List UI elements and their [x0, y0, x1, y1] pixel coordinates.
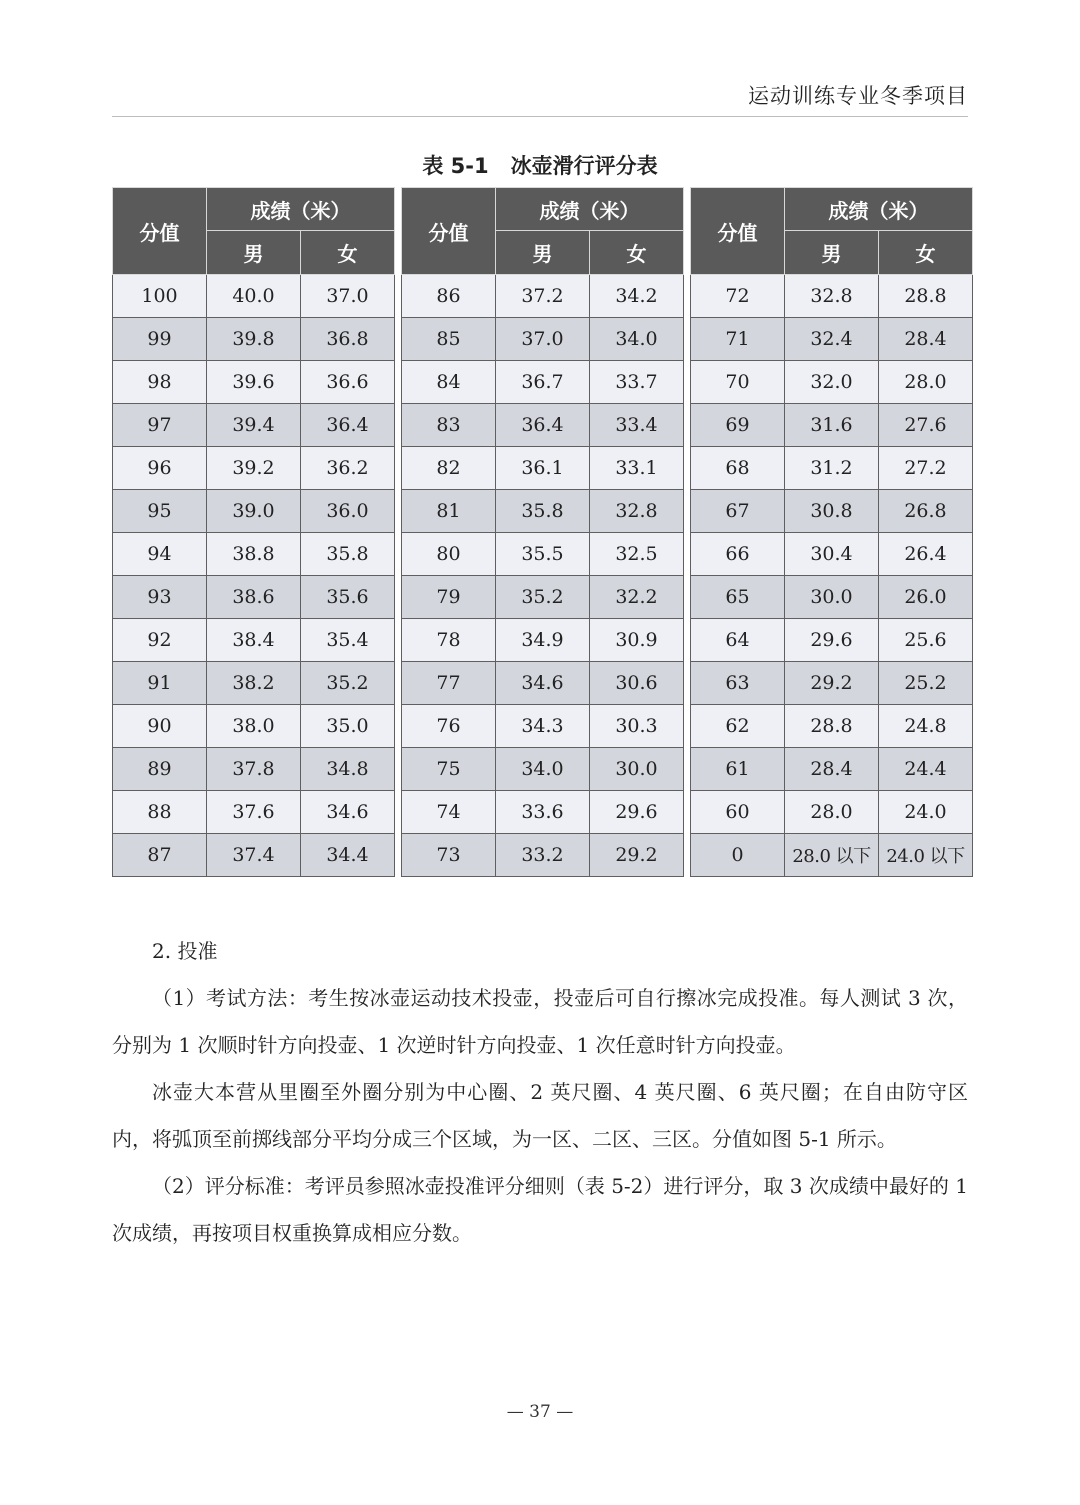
- cell-male: 37.4: [207, 834, 301, 877]
- cell-score: 90: [113, 705, 207, 748]
- table-row: [402, 318, 684, 361]
- table-row: [113, 619, 395, 662]
- cell-male: 39.6: [207, 361, 301, 404]
- header-male: 男: [207, 231, 301, 275]
- header-female: 女: [590, 231, 684, 275]
- score-table-block: [401, 187, 684, 877]
- cell-score: 79: [402, 576, 496, 619]
- cell-male: 37.0: [496, 318, 590, 361]
- table-row: [691, 490, 973, 533]
- table-row: [691, 533, 973, 576]
- cell-male: 39.0: [207, 490, 301, 533]
- cell-score: 73: [402, 834, 496, 877]
- cell-score: 94: [113, 533, 207, 576]
- table-row: [402, 576, 684, 619]
- cell-score: 76: [402, 705, 496, 748]
- header-divider: [112, 116, 968, 117]
- table-row: [113, 834, 395, 877]
- cell-male: 39.4: [207, 404, 301, 447]
- cell-score: 98: [113, 361, 207, 404]
- cell-score: 75: [402, 748, 496, 791]
- table-row: [113, 533, 395, 576]
- table-row: [402, 533, 684, 576]
- score-table-block: [690, 187, 973, 877]
- header-male: 男: [496, 231, 590, 275]
- cell-score: 88: [113, 791, 207, 834]
- cell-female: 26.0: [879, 576, 973, 619]
- table-row: [691, 662, 973, 705]
- cell-male: 29.6: [785, 619, 879, 662]
- cell-male: 34.3: [496, 705, 590, 748]
- table-caption: [0, 150, 1080, 180]
- cell-female: 27.6: [879, 404, 973, 447]
- cell-male: 32.0: [785, 361, 879, 404]
- score-table-block: [112, 187, 395, 877]
- cell-female: 32.2: [590, 576, 684, 619]
- table-row: [691, 791, 973, 834]
- table-row: [113, 275, 395, 318]
- table-row: [113, 447, 395, 490]
- cell-female: 28.8: [879, 275, 973, 318]
- table-row: [402, 619, 684, 662]
- cell-female: 29.6: [590, 791, 684, 834]
- cell-female: 24.0 以下: [879, 834, 973, 877]
- cell-male: 38.4: [207, 619, 301, 662]
- cell-female: 34.0: [590, 318, 684, 361]
- cell-male: 34.0: [496, 748, 590, 791]
- cell-score: 97: [113, 404, 207, 447]
- cell-male: 37.8: [207, 748, 301, 791]
- cell-female: 29.2: [590, 834, 684, 877]
- page-number: — 37 —: [506, 1402, 574, 1422]
- header-score: 分值: [691, 188, 785, 275]
- cell-male: 28.0 以下: [785, 834, 879, 877]
- cell-female: 33.1: [590, 447, 684, 490]
- cell-male: 28.0: [785, 791, 879, 834]
- cell-male: 30.0: [785, 576, 879, 619]
- table-row: [113, 705, 395, 748]
- cell-male: 38.2: [207, 662, 301, 705]
- table-row: [402, 490, 684, 533]
- cell-female: 32.8: [590, 490, 684, 533]
- table-row: [113, 576, 395, 619]
- cell-male: 36.1: [496, 447, 590, 490]
- paragraph: （2）评分标准：考评员参照冰壶投准评分细则（表 5-2）进行评分，取 3 次成绩中最好的 1 次成绩，再按项目权重换算成相应分数。: [112, 1174, 968, 1245]
- cell-female: 35.4: [301, 619, 395, 662]
- table-row: [691, 361, 973, 404]
- table-caption-title: 冰壶滑行评分表: [510, 154, 658, 178]
- cell-male: 32.8: [785, 275, 879, 318]
- cell-female: 30.6: [590, 662, 684, 705]
- cell-score: 67: [691, 490, 785, 533]
- header-result: 成绩（米）: [496, 188, 684, 231]
- cell-male: 36.4: [496, 404, 590, 447]
- cell-score: 99: [113, 318, 207, 361]
- cell-male: 38.0: [207, 705, 301, 748]
- cell-female: 28.4: [879, 318, 973, 361]
- cell-score: 93: [113, 576, 207, 619]
- table-row: [113, 318, 395, 361]
- cell-female: 34.2: [590, 275, 684, 318]
- cell-male: 38.6: [207, 576, 301, 619]
- cell-score: 70: [691, 361, 785, 404]
- cell-score: 77: [402, 662, 496, 705]
- cell-male: 37.6: [207, 791, 301, 834]
- table-body: [691, 275, 973, 877]
- cell-male: 39.8: [207, 318, 301, 361]
- cell-male: 34.6: [496, 662, 590, 705]
- cell-male: 28.8: [785, 705, 879, 748]
- table-row: [113, 791, 395, 834]
- cell-male: 31.6: [785, 404, 879, 447]
- cell-female: 36.0: [301, 490, 395, 533]
- cell-score: 81: [402, 490, 496, 533]
- cell-male: 37.2: [496, 275, 590, 318]
- cell-male: 32.4: [785, 318, 879, 361]
- cell-score: 0: [691, 834, 785, 877]
- header-female: 女: [301, 231, 395, 275]
- cell-male: 40.0: [207, 275, 301, 318]
- table-row: [402, 404, 684, 447]
- table-row: [113, 404, 395, 447]
- cell-score: 65: [691, 576, 785, 619]
- cell-score: 62: [691, 705, 785, 748]
- cell-male: 35.8: [496, 490, 590, 533]
- cell-score: 60: [691, 791, 785, 834]
- running-header: 运动训练专业冬季项目: [748, 84, 968, 108]
- table-row: [402, 748, 684, 791]
- cell-score: 86: [402, 275, 496, 318]
- table-body: [113, 275, 395, 877]
- cell-female: 35.0: [301, 705, 395, 748]
- cell-score: 91: [113, 662, 207, 705]
- table-row: [691, 404, 973, 447]
- cell-male: 35.5: [496, 533, 590, 576]
- cell-female: 36.8: [301, 318, 395, 361]
- cell-male: 28.4: [785, 748, 879, 791]
- header-result: 成绩（米）: [207, 188, 395, 231]
- body-text: [112, 928, 968, 1257]
- paragraph: 冰壶大本营从里圈至外圈分别为中心圈、2 英尺圈、4 英尺圈、6 英尺圈；在自由防守区内，将弧顶至前掷线部分平均分成三个区域，为一区、二区、三区。分值如图 5-1 所示。: [112, 1080, 968, 1151]
- cell-score: 83: [402, 404, 496, 447]
- table-row: [113, 490, 395, 533]
- cell-female: 36.6: [301, 361, 395, 404]
- table-row: [402, 834, 684, 877]
- table-row: [691, 705, 973, 748]
- cell-female: 24.0: [879, 791, 973, 834]
- cell-female: 34.8: [301, 748, 395, 791]
- cell-male: 30.8: [785, 490, 879, 533]
- cell-score: 96: [113, 447, 207, 490]
- cell-male: 35.2: [496, 576, 590, 619]
- cell-male: 36.7: [496, 361, 590, 404]
- cell-female: 24.8: [879, 705, 973, 748]
- cell-score: 92: [113, 619, 207, 662]
- cell-female: 30.0: [590, 748, 684, 791]
- cell-female: 35.6: [301, 576, 395, 619]
- cell-score: 69: [691, 404, 785, 447]
- section-heading: 2. 投准: [152, 939, 218, 963]
- cell-score: 71: [691, 318, 785, 361]
- table-row: [402, 275, 684, 318]
- header-score: 分值: [402, 188, 496, 275]
- table-row: [691, 748, 973, 791]
- cell-score: 82: [402, 447, 496, 490]
- cell-female: 25.2: [879, 662, 973, 705]
- cell-female: 26.8: [879, 490, 973, 533]
- table-row: [402, 447, 684, 490]
- cell-female: 32.5: [590, 533, 684, 576]
- cell-score: 80: [402, 533, 496, 576]
- cell-female: 34.4: [301, 834, 395, 877]
- cell-male: 38.8: [207, 533, 301, 576]
- table-row: [402, 705, 684, 748]
- paragraph: （1）考试方法：考生按冰壶运动技术投壶，投壶后可自行擦冰完成投准。每人测试 3 次，分别为 1 次顺时针方向投壶、1 次逆时针方向投壶、1 次任意时针方向投壶。: [112, 986, 968, 1057]
- cell-female: 33.7: [590, 361, 684, 404]
- table-row: [113, 662, 395, 705]
- cell-female: 30.9: [590, 619, 684, 662]
- cell-female: 35.2: [301, 662, 395, 705]
- cell-female: 28.0: [879, 361, 973, 404]
- cell-female: 33.4: [590, 404, 684, 447]
- cell-female: 36.4: [301, 404, 395, 447]
- table-row: [691, 318, 973, 361]
- header-score: 分值: [113, 188, 207, 275]
- cell-score: 84: [402, 361, 496, 404]
- header-male: 男: [785, 231, 879, 275]
- cell-score: 72: [691, 275, 785, 318]
- cell-female: 35.8: [301, 533, 395, 576]
- table-row: [402, 361, 684, 404]
- cell-female: 30.3: [590, 705, 684, 748]
- cell-female: 25.6: [879, 619, 973, 662]
- cell-male: 34.9: [496, 619, 590, 662]
- cell-male: 39.2: [207, 447, 301, 490]
- cell-score: 74: [402, 791, 496, 834]
- cell-score: 87: [113, 834, 207, 877]
- cell-score: 85: [402, 318, 496, 361]
- cell-female: 24.4: [879, 748, 973, 791]
- table-row: [113, 361, 395, 404]
- cell-score: 100: [113, 275, 207, 318]
- cell-score: 63: [691, 662, 785, 705]
- cell-female: 37.0: [301, 275, 395, 318]
- cell-male: 29.2: [785, 662, 879, 705]
- cell-female: 27.2: [879, 447, 973, 490]
- cell-score: 68: [691, 447, 785, 490]
- score-tables: [112, 187, 973, 877]
- cell-male: 31.2: [785, 447, 879, 490]
- table-row: [691, 619, 973, 662]
- table-row: [691, 834, 973, 877]
- header-female: 女: [879, 231, 973, 275]
- table-body: [402, 275, 684, 877]
- table-row: [402, 662, 684, 705]
- cell-score: 78: [402, 619, 496, 662]
- header-result: 成绩（米）: [785, 188, 973, 231]
- cell-male: 30.4: [785, 533, 879, 576]
- table-row: [402, 791, 684, 834]
- cell-male: 33.2: [496, 834, 590, 877]
- table-row: [113, 748, 395, 791]
- table-row: [691, 576, 973, 619]
- cell-score: 66: [691, 533, 785, 576]
- cell-male: 33.6: [496, 791, 590, 834]
- cell-female: 34.6: [301, 791, 395, 834]
- cell-score: 61: [691, 748, 785, 791]
- cell-score: 95: [113, 490, 207, 533]
- cell-female: 26.4: [879, 533, 973, 576]
- cell-score: 89: [113, 748, 207, 791]
- cell-score: 64: [691, 619, 785, 662]
- cell-female: 36.2: [301, 447, 395, 490]
- table-caption-number: 表 5-1: [422, 154, 489, 178]
- table-row: [691, 447, 973, 490]
- table-row: [691, 275, 973, 318]
